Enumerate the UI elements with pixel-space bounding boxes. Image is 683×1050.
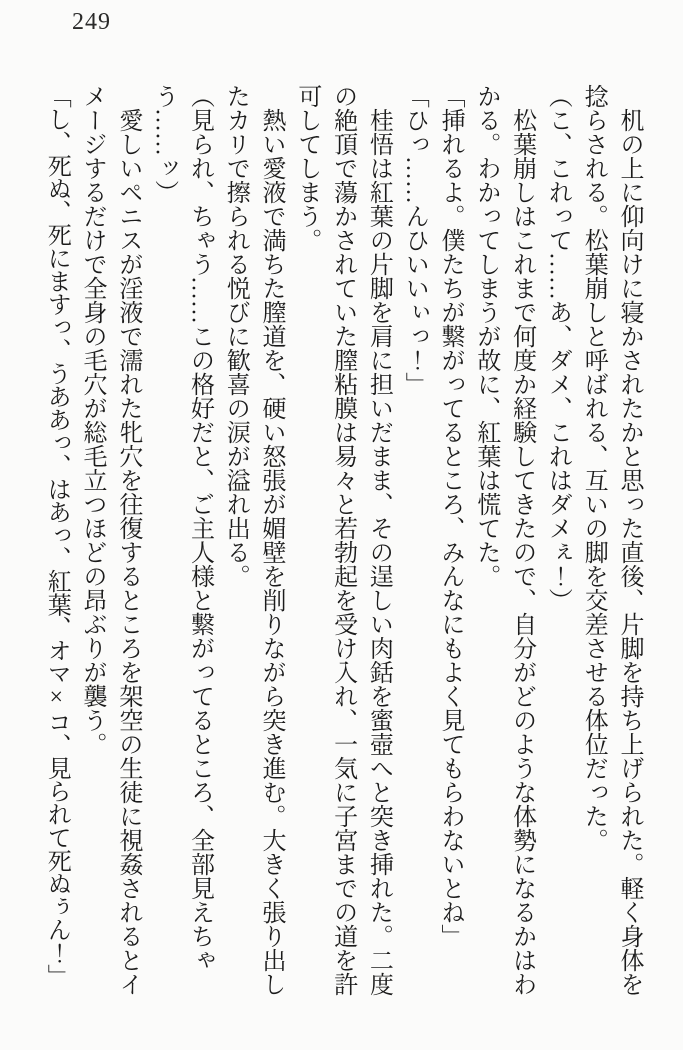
paragraph-narration-3: 桂悟は紅葉の片脚を肩に担いだまま、その逞しい肉銛を蜜壺へと突き挿れた。二度の絶頂で蕩かされていた膣粘膜は易々と若勃起を受け入れ、一気に子宮までの道を許可してしまう。 [293, 84, 392, 996]
paragraph-narration-5: 愛しいペニスが淫液で濡れた牝穴を往復するところを架空の生徒に視姦されるとイメージするだけで全身の毛穴が総毛立つほどの昂ぶりが襲う。 [79, 84, 141, 996]
paragraph-narration-1: 机の上に仰向けに寝かされたかと思った直後、片脚を持ち上げられた。軽く身体を捻らされる。松葉崩しと呼ばれる、互いの脚を交差させる体位だった。 [580, 84, 642, 996]
paragraph-thought-2: （見られ、ちゃう……この格好だと、ご主人様と繋がってるところ、全部見えちゃう……ッ） [150, 84, 213, 972]
paragraph-narration-4: 熱い愛液で満ちた膣道を、硬い怒張が媚壁を削りながら突き進む。大きく張り出したカリで擦られる悦びに歓喜の涙が溢れ出る。 [222, 84, 285, 996]
paragraph-dialogue-2: 「ひっ……んひいいぃっ！」 [401, 84, 428, 396]
page-number: 249 [72, 9, 111, 35]
paragraph-dialogue-1: 「挿れるよ。僕たちが繋がってるところ、みんなにもよく見てもらわないとね」 [437, 84, 464, 948]
paragraph-thought-1: （こ、これって……あ、ダメ、これはダメぇ！） [544, 84, 571, 612]
paragraph-dialogue-3: 「し、死ぬ、死にますっ、うああっ、はあっ、紅葉、オマ×コ、見られて死ぬぅん！」 [43, 84, 70, 987]
page-text [37, 84, 646, 1000]
paragraph-narration-2: 松葉崩しはこれまで何度か経験してきたので、自分がどのような体勢になるかはわかる。わかってしまうが故に、紅葉は慌てた。 [472, 84, 535, 996]
